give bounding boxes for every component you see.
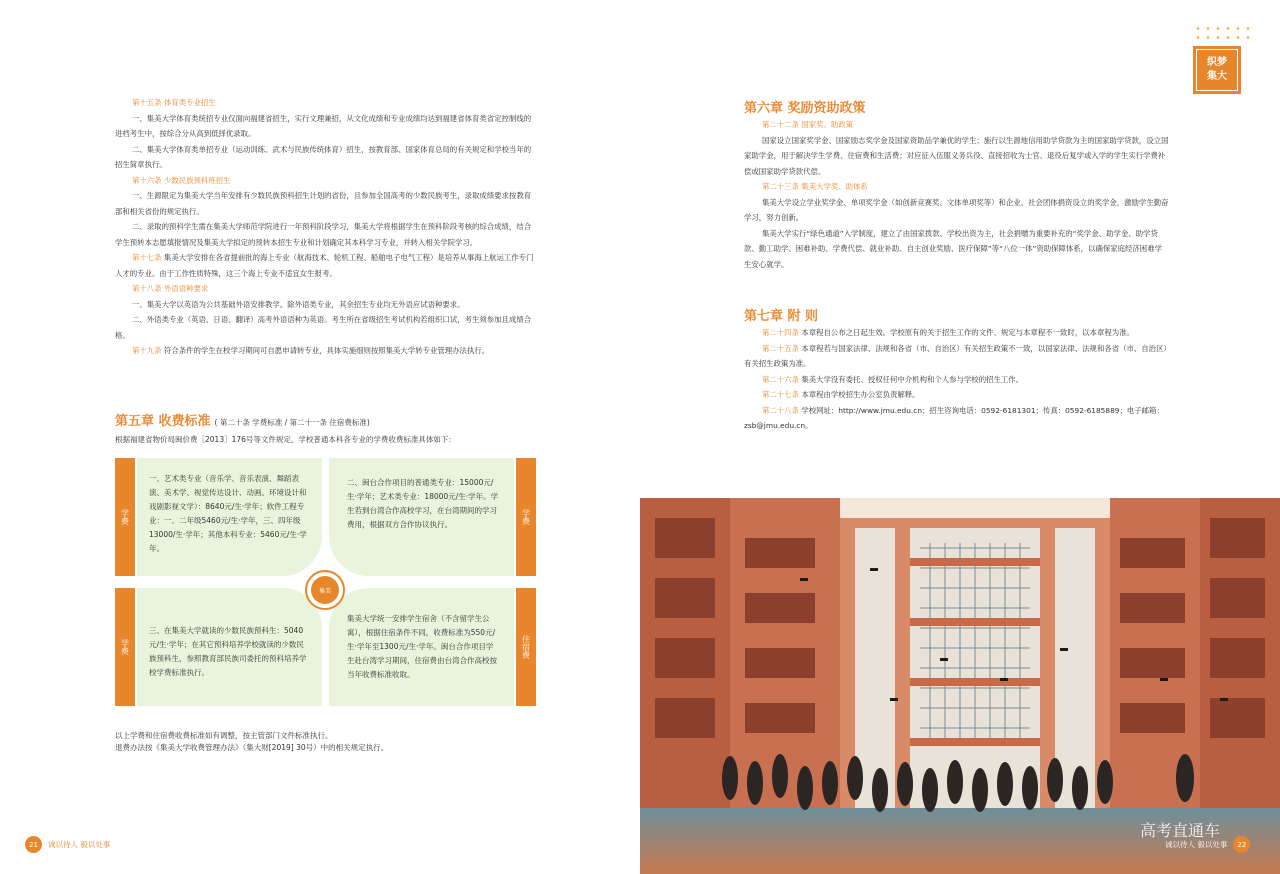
university-seal-inner: 集美 (311, 576, 339, 604)
article-25-lead: 第二十五条 (762, 343, 799, 353)
brand-badge-inner (1196, 49, 1238, 91)
article-27-lead: 第二十七条 (762, 390, 799, 399)
tuition-tab-top-left-label: 学费 (120, 509, 130, 525)
lodging-tab-bottom-right-label: 住宿费 (521, 635, 531, 659)
article-15-item-1: 一、集美大学体育类统招专业仅面向福建省招生，实行文理兼招，从文化成绩和专业成绩均达到福建省体育类省定控制线的进档考生中，按综合分从高到低择优录取。 (115, 113, 532, 138)
article-15-heading: 第十五条 体育类专业招生 (132, 98, 216, 107)
article-16-item-2: 二、录取的预科学生需在集美大学师范学院进行一年预科阶段学习，集美大学将根据学生在预科阶段考核的综合成绩，结合学生预转本志愿填报情况及集美大学拟定的预转本招生专业和计划确定其本科学习专业，并转入相关学院学习。 (115, 222, 532, 247)
article-15-item-2: 二、集美大学体育类单招专业（运动训练、武术与民族传统体育）招生，按教育部、国家体育总局的有关规定和学校当年的招生简章执行。 (115, 144, 532, 169)
article-24-text: 本章程自公布之日起生效。学校原有的关于招生工作的文件、规定与本章程不一致时，以本章程为准。 (798, 328, 1134, 337)
fee-cell-top-left: 一、艺术类专业（音乐学、音乐表演、舞蹈表演、美术学、视觉传达设计、动画、环境设计和戏剧影视文学）：8640元/生·学年；软件工程专业：一、二年级5460元/生·学年，三、四年级13000/生·学年；其他本科专业：5460元/生·学年。 (137, 458, 322, 576)
article-22-text: 国家设立国家奖学金、国家励志奖学金及国家资助品学兼优的学生；施行以生源地信用助学贷款为主的国家助学贷款，设立国家助学金，用于解决学生学费、住宿费和生活费；对应征入伍服义务兵役、直接招收为士官、退役后复学或入学的学生实行学费补偿或国家助学贷款代偿。 (744, 135, 1169, 176)
chapter-6-title: 第六章 奖励资助政策 (744, 101, 866, 116)
lodging-tab-bottom-right (516, 588, 536, 706)
badge-line-1: 织梦 (1207, 57, 1227, 68)
right-page (640, 0, 1280, 874)
article-22-heading: 第二十二条 国家奖、助政策 (762, 120, 854, 129)
fee-cell-bottom-right: 集美大学统一安排学生宿舍（不含留学生公寓），根据住宿条件不同，收费标准为550元/生·学年至1300元/生·学年。闽台合作项目学生赴台湾学习期间，住宿费由台湾合作高校按当年收费标准收取。 (329, 588, 514, 706)
right-footer (1165, 836, 1250, 853)
badge-line-2: 集大 (1207, 71, 1227, 82)
university-seal (305, 570, 345, 610)
article-17 (115, 250, 535, 281)
article-27-text: 本章程由学校招生办公室负责解释。 (798, 390, 920, 399)
chapter-6-body (744, 117, 1169, 272)
left-footer (25, 836, 110, 853)
page-number-right: 22 (1233, 836, 1250, 853)
page-number-left: 21 (25, 836, 42, 853)
article-18-item-1: 一、集美大学以英语为公共基础外语安排教学。除外语类专业，其余招生专业均无外语应试语种要求。 (132, 299, 465, 309)
article-25 (744, 341, 1169, 372)
article-16-heading: 第十六条 少数民族预科班招生 (132, 175, 231, 185)
decorative-dots (1193, 24, 1253, 42)
article-19-text: 符合条件的学生在校学习期间可自愿申请转专业，具体实施细则按照集美大学转专业管理办法执行。 (161, 346, 490, 355)
article-23-text-2: 集美大学实行“绿色通道”入学制度，建立了由国家拨款、学校出资为主，社会捐赠为重要补充的“奖学金、助学金、助学贷款、勤工助学、困难补助、学费代偿、就业补助、自主创业奖励、医疗保障”等“八位一体”资助保障体系，以确保家庭经济困难学生安心就学。 (744, 228, 1162, 269)
article-23-text-1: 集美大学设立学业奖学金、单项奖学金（如创新竞赛奖、文体单项奖等）和企业、社会团体捐资设立的奖学金，激励学生勤奋学习，努力创新。 (744, 197, 1169, 222)
watermark-text: 高考直通车 (1140, 821, 1221, 840)
article-26 (744, 372, 1169, 388)
chapter-5-subtitle: ( 第二十条 学费标准 / 第二十一条 住宿费标准) (214, 418, 370, 427)
article-26-text: 集美大学没有委托、授权任何中介机构和个人参与学校的招生工作。 (798, 374, 1024, 384)
article-17-text: 集美大学安排在各省提前批的海上专业（航海技术、轮机工程、船舶电子电气工程）是培养从事海上航运工作专门人才的专业。由于工作性质特殊，这三个海上专业不适宜女生报考。 (115, 253, 534, 278)
fee-notes (115, 730, 388, 754)
chapter-7-title: 第七章 附 则 (744, 309, 819, 324)
footer-motto-left: 诚以待人 毅以处事 (48, 840, 111, 849)
fee-cell-bottom-left: 三、在集美大学就读的少数民族预科生：5040元/生·学年；在其它预科培养学校就读的少数民族预科生，参照教育部民族司委托的预科培养学校学费标准执行。 (137, 588, 322, 706)
article-18-item-2: 二、外语类专业（英语、日语、翻译）高考外语语种为英语。考生所在省级招生考试机构若组织口试，考生须参加且成绩合格。 (115, 315, 532, 340)
article-17-lead: 第十七条 (132, 253, 162, 262)
chapter-5-intro: 根据福建省物价局闽价费［2013］176号等文件规定，学校普通本科各专业的学费收费标准具体如下： (115, 435, 456, 444)
footer-motto-right: 诚以待人 毅以处事 (1165, 840, 1228, 849)
chapter-7-body (744, 325, 1169, 434)
article-23-heading: 第二十三条 集美大学奖、助体系 (762, 182, 868, 191)
chapter-5-title: 第五章 收费标准 (115, 414, 211, 429)
chapter-5 (115, 410, 545, 444)
article-25-text: 本章程若与国家法律、法规和各省（市、自治区）有关招生政策不一致，以国家法律、法规和各省（市、自治区）有关招生政策为准。 (744, 343, 1168, 368)
article-28 (744, 403, 1169, 434)
tuition-tab-top-left (115, 458, 135, 576)
article-26-lead: 第二十六条 (762, 374, 799, 384)
articles-block (115, 95, 535, 359)
fee-note-1: 以上学费和住宿费收费标准如有调整，按主管部门文件标准执行。 (115, 731, 333, 740)
article-27 (744, 387, 1169, 403)
tuition-tab-top-right-label: 学费 (521, 509, 531, 525)
article-19-lead: 第十九条 (132, 346, 162, 355)
fee-note-2: 退费办法按《集美大学收费管理办法》（集大财[2019] 30号）中的相关规定执行。 (115, 743, 389, 752)
fee-diagram (115, 458, 536, 708)
tuition-tab-bottom-left (115, 588, 135, 706)
tuition-tab-top-right (516, 458, 536, 576)
article-16-item-1: 一、生源限定为集美大学当年安排有少数民族预科招生计划的省份，且参加全国高考的少数民族考生，录取成绩要求按教育部和相关省份的规定执行。 (115, 191, 532, 216)
tuition-tab-bottom-left-label: 学费 (120, 639, 130, 655)
article-24-lead: 第二十四条 (762, 328, 799, 337)
brand-badge (1193, 46, 1241, 94)
article-19 (115, 343, 535, 359)
article-28-text: 学校网址：http://www.jmu.edu.cn；招生咨询电话：0592-6181301；传真：0592-6185889；电子邮箱：zsb@jmu.edu.cn。 (744, 405, 1164, 430)
article-28-lead: 第二十八条 (762, 405, 799, 415)
fee-cell-top-right: 二、闽台合作项目的普通类专业：15000元/生·学年；艺术类专业：18000元/生·学年。学生若到台湾合作高校学习，在台湾期间的学习费用，根据双方合作协议执行。 (329, 458, 514, 576)
article-18-heading: 第十八条 外语语种要求 (132, 284, 209, 293)
article-24 (744, 325, 1169, 341)
